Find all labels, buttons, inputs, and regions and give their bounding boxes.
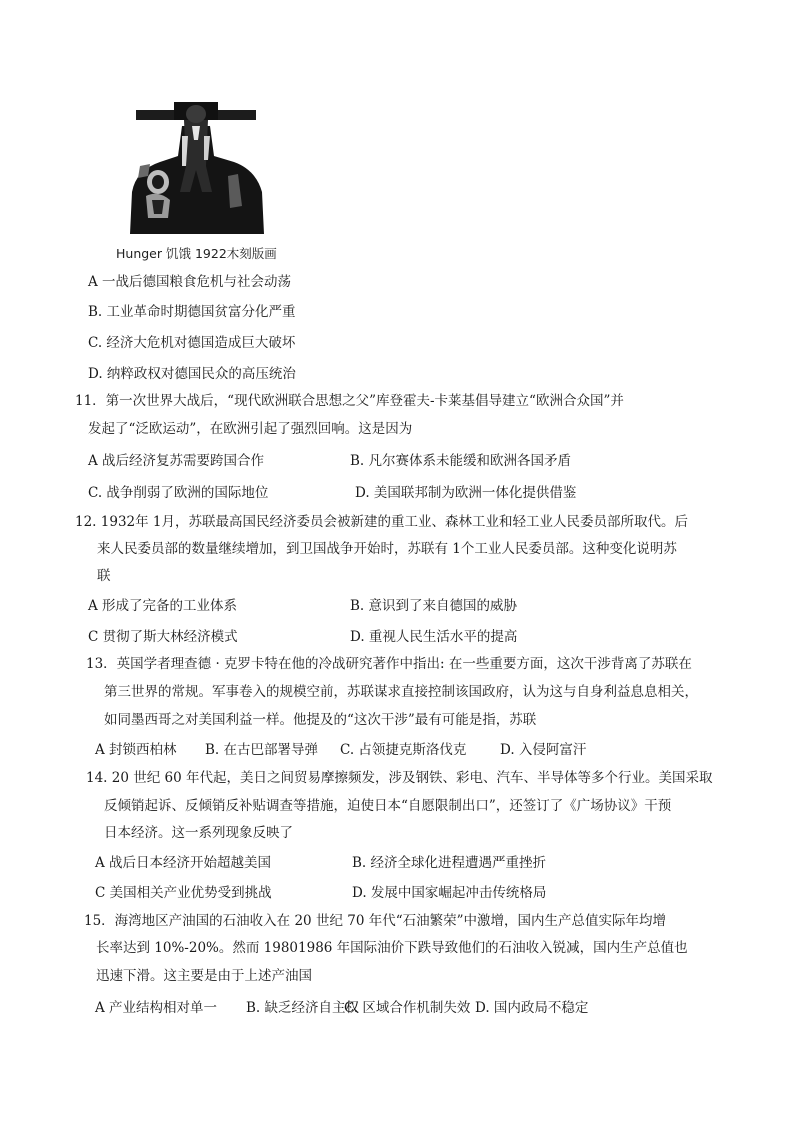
q15-stem-line-3: 迅速下滑。这主要是由于上述产油国	[96, 968, 312, 984]
q14-option-d: D. 发展中国家崛起冲击传统格局	[352, 885, 547, 901]
q14-stem-line-2: 反倾销起诉、反倾销反补贴调查等措施，迫使日本“自愿限制出口”，还签订了《广场协议》干预	[104, 798, 672, 814]
q13-option-c: C. 占领捷克斯洛伐克	[340, 742, 467, 758]
q15-option-b: B. 缺乏经济自主权	[246, 1000, 360, 1016]
q13-option-d: D. 入侵阿富汗	[500, 742, 587, 758]
woodcut-image	[122, 96, 270, 234]
q14-option-a: A 战后日本经济开始超越美国	[95, 855, 272, 871]
q11-stem-line-1: 11．第一次世界大战后，“现代欧洲联合思想之父”库登霍夫-卡莱基倡导建立“欧洲合众国”并	[75, 393, 624, 409]
q13-stem-line-1: 13．英国学者理查德 · 克罗卡特在他的冷战研究著作中指出: 在一些重要方面，这次干涉背离了苏联在	[86, 656, 692, 672]
q12-option-a: A 形成了完备的工业体系	[88, 598, 238, 614]
q10-option-c: C. 经济大危机对德国造成巨大破坏	[88, 335, 296, 351]
q10-option-d: D. 纳粹政权对德国民众的高压统治	[88, 366, 296, 382]
q11-option-a: A 战后经济复苏需要跨国合作	[88, 453, 265, 469]
q11-option-b: B. 凡尔赛体系未能缓和欧洲各国矛盾	[350, 453, 572, 469]
q12-stem-line-1: 12. 1932年 1月，苏联最高国民经济委员会被新建的重工业、森林工业和轻工业人民委员部所取代。后	[75, 514, 688, 530]
q12-stem-line-2: 来人民委员部的数量继续增加，到卫国战争开始时，苏联有 1个工业人民委员部。这种变化说明苏	[97, 541, 677, 557]
figure-caption: Hunger 饥饿 1922木刻版画	[116, 246, 277, 261]
q13-option-b: B. 在古巴部署导弹	[205, 742, 319, 758]
q11-stem-line-2: 发起了“泛欧运动”，在欧洲引起了强烈回响。这是因为	[88, 421, 413, 437]
q14-option-c: C 美国相关产业优势受到挑战	[95, 885, 272, 901]
q13-stem-line-3: 如同墨西哥之对美国利益一样。他提及的“这次干涉”最有可能是指，苏联	[104, 712, 537, 728]
q11-option-c: C. 战争削弱了欧洲的国际地位	[88, 485, 269, 501]
q15-stem-line-2: 长率达到 10%-20%。然而 19801986 年国际油价下跌导致他们的石油收入锐减，国内生产总值也	[96, 940, 688, 956]
q15-stem-line-1: 15．海湾地区产油国的石油收入在 20 世纪 70 年代“石油繁荣”中激增，国内生产总值实际年均增	[84, 913, 667, 929]
q11-option-d: D. 美国联邦制为欧洲一体化提供借鉴	[355, 485, 577, 501]
q12-option-d: D. 重视人民生活水平的提高	[350, 629, 518, 645]
q15-option-a: A 产业结构相对单一	[95, 1000, 218, 1016]
q14-stem-line-3: 日本经济。这一系列现象反映了	[104, 825, 293, 841]
q10-option-a: A 一战后德国粮食危机与社会动荡	[88, 274, 292, 290]
q15-option-d: D. 国内政局不稳定	[475, 1000, 589, 1016]
q12-stem-line-3: 联	[97, 568, 111, 584]
q12-option-b: B. 意识到了来自德国的威胁	[350, 598, 518, 614]
q15-option-c: C. 区域合作机制失效	[344, 1000, 471, 1016]
q10-option-b: B. 工业革命时期德国贫富分化严重	[88, 304, 296, 320]
q13-option-a: A 封锁西柏林	[95, 742, 177, 758]
q14-option-b: B. 经济全球化进程遭遇严重挫折	[352, 855, 547, 871]
q12-option-c: C 贯彻了斯大林经济模式	[88, 629, 238, 645]
q14-stem-line-1: 14. 20 世纪 60 年代起，美日之间贸易摩擦频发，涉及钢铁、彩电、汽车、半导体等多个行业。美国采取	[86, 770, 713, 786]
q13-stem-line-2: 第三世界的常规。军事卷入的规模空前，苏联谋求直接控制该国政府，认为这与自身利益息息相关，	[104, 684, 698, 700]
